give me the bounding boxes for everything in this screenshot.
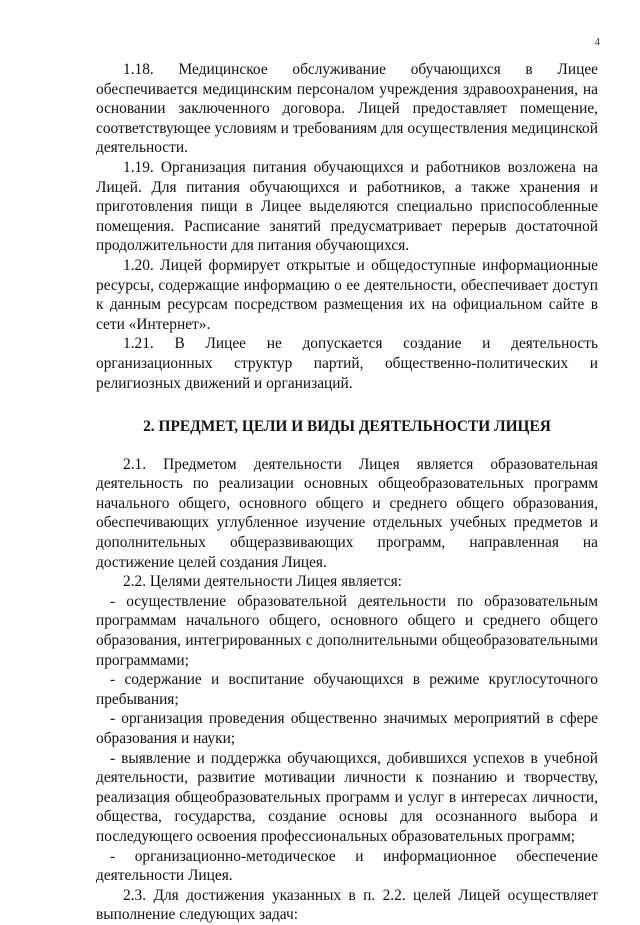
paragraph-1-18: 1.18. Медицинское обслуживание обучающихся в Лицее обеспечивается медицинским персоналом учреждения здравоохранения, на основании заключенного договора. Лицей предоставляет помещение, соответствующее условиям и требованиям для осуществления медицинской деятельности. bbox=[96, 61, 598, 157]
paragraph-1-20: 1.20. Лицей формирует открытые и общедоступные информационные ресурсы, содержащие информацию о ее деятельности, обеспечивает доступ к данным ресурсам посредством размещения их на официальном сайте в сети «Интернет». bbox=[96, 256, 598, 333]
section-heading: 2. ПРЕДМЕТ, ЦЕЛИ И ВИДЫ ДЕЯТЕЛЬНОСТИ ЛИЦЕЯ bbox=[143, 418, 551, 436]
paragraph-2-2: 2.2. Целями деятельности Лицея является: bbox=[123, 573, 402, 591]
goal-item: - осуществление образовательной деятельности по образовательным программам начального общего, основного общего и среднего общего образования, интегрированных с дополнительными общеобразовательными программами; bbox=[96, 592, 598, 669]
document-body bbox=[96, 60, 598, 925]
paragraph-1-19: 1.19. Организация питания обучающихся и работников возложена на Лицей. Для питания обучающихся и работников, а также хранения и приготовления пищи в Лицее выделяются специально приспособленные помещения. Расписание занятий предусматривает перерыв достаточной продолжительности для питания обучающихся. bbox=[96, 158, 598, 255]
goal-item: - организация проведения общественно значимых мероприятий в сфере образования и науки; bbox=[96, 710, 598, 747]
paragraph-2-3: 2.3. Для достижения указанных в п. 2.2. целей Лицей осуществляет выполнение следующих задач: bbox=[96, 886, 598, 924]
paragraph-1-21: 1.21. В Лицее не допускается создание и деятельность организационных структур партий, общественно-политических и религиозных движений и организаций. bbox=[96, 335, 598, 392]
page-number: 4 bbox=[594, 36, 600, 48]
paragraph-2-1: 2.1. Предметом деятельности Лицея является образовательная деятельность по реализации основных общеобразовательных программ начального общего, основного общего и среднего общего образования, обеспечивающих углубленное изучение отдельных учебных предметов и дополнительных общеразвивающих программ, направленная на достижение целей создания Лицея. bbox=[96, 455, 598, 571]
goal-item: - организационно-методическое и информационное обеспечение деятельности Лицея. bbox=[96, 847, 598, 885]
goal-item: - содержание и воспитание обучающихся в режиме круглосуточного пребывания; bbox=[96, 671, 598, 708]
goal-item: - выявление и поддержка обучающихся, добившихся успехов в учебной деятельности, развитие мотивации личности к познанию и творчеству, реализация общеобразовательных программ и услуг в интересах личности, общества, государства, создание основы для осознанного выбора и последующего освоения профессиональных образовательных программ; bbox=[96, 749, 598, 845]
